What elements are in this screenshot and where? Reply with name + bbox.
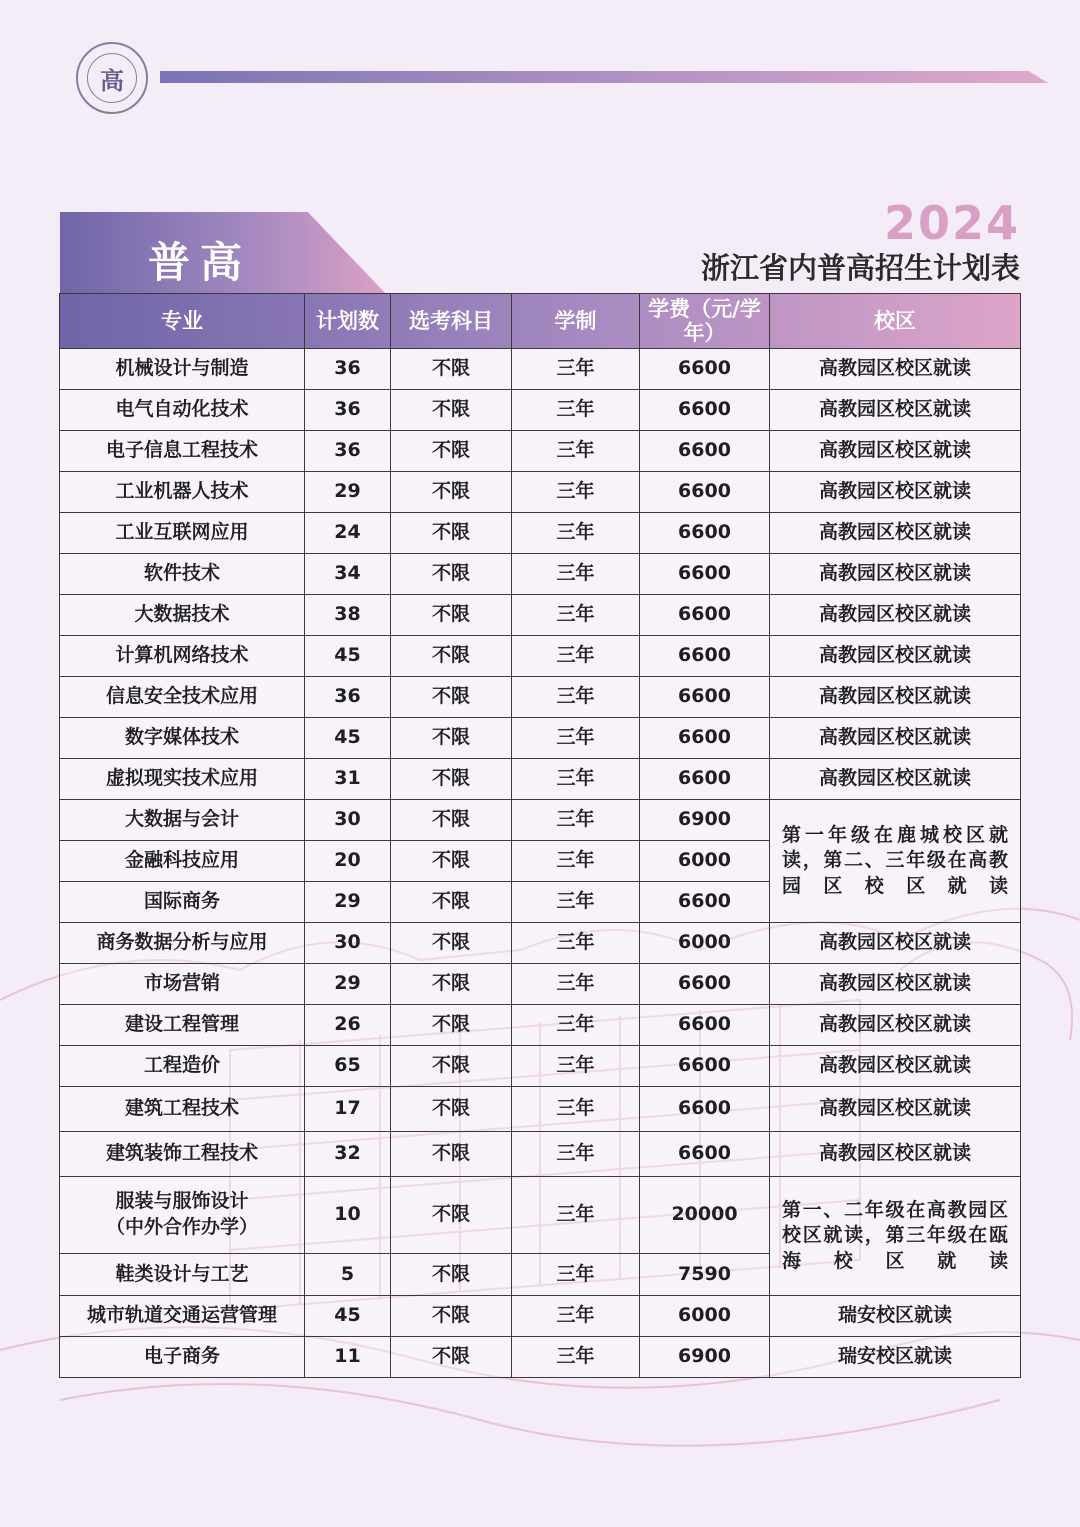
cell-duration: 三年 bbox=[512, 1337, 640, 1378]
major-name: 电子商务 bbox=[143, 1345, 220, 1368]
cell-fee: 6600 bbox=[640, 1046, 770, 1087]
cell-major bbox=[60, 964, 305, 1005]
cell-subject: 不限 bbox=[391, 964, 512, 1005]
cell-subject: 不限 bbox=[391, 1087, 512, 1132]
enrollment-plan-table bbox=[59, 293, 1021, 1378]
year-label: 2024 bbox=[883, 196, 1020, 250]
cell-duration: 三年 bbox=[512, 554, 640, 595]
cell-campus: 高教园区校区就读 bbox=[770, 677, 1021, 718]
cell-subject: 不限 bbox=[391, 1177, 512, 1254]
table-row bbox=[60, 431, 1021, 472]
cell-duration: 三年 bbox=[512, 964, 640, 1005]
cell-plan: 45 bbox=[305, 718, 391, 759]
table-row bbox=[60, 636, 1021, 677]
major-name: 大数据技术 bbox=[134, 603, 230, 626]
cell-fee: 6000 bbox=[640, 1296, 770, 1337]
cell-major bbox=[60, 1254, 305, 1296]
cell-plan: 45 bbox=[305, 636, 391, 677]
major-name: 电气自动化技术 bbox=[115, 398, 249, 421]
cell-fee: 6600 bbox=[640, 882, 770, 923]
cell-fee: 6600 bbox=[640, 554, 770, 595]
cell-duration: 三年 bbox=[512, 800, 640, 841]
cell-plan: 29 bbox=[305, 882, 391, 923]
cell-subject: 不限 bbox=[391, 554, 512, 595]
cell-duration: 三年 bbox=[512, 1177, 640, 1254]
cell-major bbox=[60, 882, 305, 923]
cell-major bbox=[60, 390, 305, 431]
cell-fee: 6600 bbox=[640, 431, 770, 472]
cell-plan: 34 bbox=[305, 554, 391, 595]
major-name: 大数据与会计 bbox=[124, 808, 239, 831]
cell-plan: 11 bbox=[305, 1337, 391, 1378]
table-row bbox=[60, 1296, 1021, 1337]
cell-duration: 三年 bbox=[512, 677, 640, 718]
cell-campus: 第一、二年级在高教园区校区就读，第三年级在瓯海校区就读 bbox=[770, 1177, 1021, 1296]
cell-major bbox=[60, 472, 305, 513]
major-name: 电子信息工程技术 bbox=[105, 439, 258, 462]
cell-subject: 不限 bbox=[391, 1005, 512, 1046]
cell-subject: 不限 bbox=[391, 390, 512, 431]
cell-major bbox=[60, 923, 305, 964]
cell-subject: 不限 bbox=[391, 923, 512, 964]
cell-subject: 不限 bbox=[391, 595, 512, 636]
cell-fee: 7590 bbox=[640, 1254, 770, 1296]
cell-major bbox=[60, 554, 305, 595]
cell-subject: 不限 bbox=[391, 349, 512, 390]
major-name: 信息安全技术应用 bbox=[105, 685, 258, 708]
cell-duration: 三年 bbox=[512, 882, 640, 923]
cell-campus: 高教园区校区就读 bbox=[770, 1087, 1021, 1132]
cell-plan: 24 bbox=[305, 513, 391, 554]
cell-plan: 45 bbox=[305, 1296, 391, 1337]
col-header-subject: 选考科目 bbox=[391, 294, 512, 349]
cell-subject: 不限 bbox=[391, 472, 512, 513]
table-row bbox=[60, 759, 1021, 800]
major-name: 计算机网络技术 bbox=[115, 644, 249, 667]
cell-major bbox=[60, 1087, 305, 1132]
cell-plan: 30 bbox=[305, 800, 391, 841]
cell-duration: 三年 bbox=[512, 472, 640, 513]
cell-campus: 高教园区校区就读 bbox=[770, 513, 1021, 554]
col-header-major: 专业 bbox=[60, 294, 305, 349]
cell-duration: 三年 bbox=[512, 636, 640, 677]
major-note: （中外合作办学） bbox=[105, 1216, 258, 1238]
table-row bbox=[60, 472, 1021, 513]
table-body bbox=[60, 349, 1021, 1378]
major-name: 市场营销 bbox=[143, 972, 220, 995]
cell-fee: 6600 bbox=[640, 677, 770, 718]
table-row bbox=[60, 1046, 1021, 1087]
major-name: 服装与服饰设计 bbox=[115, 1190, 249, 1213]
cell-plan: 31 bbox=[305, 759, 391, 800]
cell-campus: 高教园区校区就读 bbox=[770, 431, 1021, 472]
logo-emblem: 高 bbox=[87, 53, 137, 103]
cell-plan: 30 bbox=[305, 923, 391, 964]
major-name: 工程造价 bbox=[143, 1054, 220, 1077]
cell-plan: 26 bbox=[305, 1005, 391, 1046]
cell-campus: 高教园区校区就读 bbox=[770, 759, 1021, 800]
cell-plan: 29 bbox=[305, 472, 391, 513]
cell-duration: 三年 bbox=[512, 923, 640, 964]
cell-fee: 6600 bbox=[640, 390, 770, 431]
cell-major bbox=[60, 677, 305, 718]
cell-fee: 6600 bbox=[640, 595, 770, 636]
cell-fee: 6600 bbox=[640, 349, 770, 390]
cell-fee: 6600 bbox=[640, 1005, 770, 1046]
major-name: 国际商务 bbox=[143, 890, 220, 913]
cell-subject: 不限 bbox=[391, 677, 512, 718]
table-row bbox=[60, 1177, 1021, 1254]
cell-duration: 三年 bbox=[512, 595, 640, 636]
cell-plan: 65 bbox=[305, 1046, 391, 1087]
cell-major bbox=[60, 800, 305, 841]
table-row bbox=[60, 964, 1021, 1005]
major-name: 工业机器人技术 bbox=[115, 480, 249, 503]
cell-subject: 不限 bbox=[391, 759, 512, 800]
cell-subject: 不限 bbox=[391, 1254, 512, 1296]
cell-subject: 不限 bbox=[391, 636, 512, 677]
major-name: 建筑装饰工程技术 bbox=[105, 1142, 258, 1165]
cell-campus: 高教园区校区就读 bbox=[770, 554, 1021, 595]
cell-duration: 三年 bbox=[512, 1296, 640, 1337]
cell-duration: 三年 bbox=[512, 513, 640, 554]
table-row bbox=[60, 800, 1021, 841]
table-row bbox=[60, 718, 1021, 759]
col-header-duration: 学制 bbox=[512, 294, 640, 349]
cell-campus: 瑞安校区就读 bbox=[770, 1296, 1021, 1337]
cell-major bbox=[60, 1132, 305, 1177]
cell-fee: 6600 bbox=[640, 1132, 770, 1177]
cell-fee: 6900 bbox=[640, 800, 770, 841]
cell-campus: 高教园区校区就读 bbox=[770, 390, 1021, 431]
cell-campus: 高教园区校区就读 bbox=[770, 349, 1021, 390]
cell-duration: 三年 bbox=[512, 431, 640, 472]
cell-subject: 不限 bbox=[391, 800, 512, 841]
major-name: 建筑工程技术 bbox=[124, 1097, 239, 1120]
table-row bbox=[60, 1005, 1021, 1046]
cell-plan: 10 bbox=[305, 1177, 391, 1254]
cell-subject: 不限 bbox=[391, 718, 512, 759]
major-name: 工业互联网应用 bbox=[115, 521, 249, 544]
cell-major bbox=[60, 1046, 305, 1087]
cell-major bbox=[60, 636, 305, 677]
major-name: 商务数据分析与应用 bbox=[96, 931, 268, 954]
table-header-row bbox=[60, 294, 1021, 349]
cell-subject: 不限 bbox=[391, 513, 512, 554]
table-row bbox=[60, 1087, 1021, 1132]
cell-plan: 5 bbox=[305, 1254, 391, 1296]
cell-campus: 高教园区校区就读 bbox=[770, 1005, 1021, 1046]
cell-campus: 高教园区校区就读 bbox=[770, 1132, 1021, 1177]
cell-plan: 36 bbox=[305, 349, 391, 390]
cell-major bbox=[60, 841, 305, 882]
cell-duration: 三年 bbox=[512, 1087, 640, 1132]
cell-fee: 6600 bbox=[640, 472, 770, 513]
major-name: 鞋类设计与工艺 bbox=[115, 1262, 249, 1285]
table-row bbox=[60, 513, 1021, 554]
cell-plan: 38 bbox=[305, 595, 391, 636]
col-header-fee: 学费（元/学年） bbox=[640, 294, 770, 349]
cell-major bbox=[60, 759, 305, 800]
cell-subject: 不限 bbox=[391, 1046, 512, 1087]
cell-major bbox=[60, 349, 305, 390]
cell-major bbox=[60, 595, 305, 636]
major-name: 软件技术 bbox=[143, 562, 220, 585]
cell-duration: 三年 bbox=[512, 841, 640, 882]
table-row bbox=[60, 1337, 1021, 1378]
page-title: 浙江省内普高招生计划表 bbox=[700, 251, 1020, 285]
cell-duration: 三年 bbox=[512, 718, 640, 759]
cell-fee: 6000 bbox=[640, 923, 770, 964]
cell-campus: 高教园区校区就读 bbox=[770, 1046, 1021, 1087]
cell-duration: 三年 bbox=[512, 349, 640, 390]
cell-campus: 高教园区校区就读 bbox=[770, 718, 1021, 759]
cell-major bbox=[60, 1296, 305, 1337]
major-name: 数字媒体技术 bbox=[124, 726, 239, 749]
cell-plan: 36 bbox=[305, 390, 391, 431]
cell-major bbox=[60, 513, 305, 554]
cell-campus: 高教园区校区就读 bbox=[770, 472, 1021, 513]
cell-subject: 不限 bbox=[391, 431, 512, 472]
table-row bbox=[60, 923, 1021, 964]
cell-major bbox=[60, 1005, 305, 1046]
cell-duration: 三年 bbox=[512, 1005, 640, 1046]
cell-major bbox=[60, 1177, 305, 1254]
cell-fee: 6000 bbox=[640, 841, 770, 882]
cell-plan: 29 bbox=[305, 964, 391, 1005]
table-row bbox=[60, 554, 1021, 595]
cell-fee: 6600 bbox=[640, 513, 770, 554]
cell-fee: 6600 bbox=[640, 1087, 770, 1132]
cell-subject: 不限 bbox=[391, 1132, 512, 1177]
col-header-plan: 计划数 bbox=[305, 294, 391, 349]
section-tab-label: 普高 bbox=[148, 238, 253, 287]
cell-subject: 不限 bbox=[391, 1337, 512, 1378]
cell-campus: 高教园区校区就读 bbox=[770, 636, 1021, 677]
cell-duration: 三年 bbox=[512, 1046, 640, 1087]
cell-campus: 瑞安校区就读 bbox=[770, 1337, 1021, 1378]
cell-plan: 36 bbox=[305, 677, 391, 718]
cell-major bbox=[60, 431, 305, 472]
top-decorative-bar bbox=[160, 71, 1048, 83]
table-row bbox=[60, 390, 1021, 431]
cell-plan: 20 bbox=[305, 841, 391, 882]
cell-subject: 不限 bbox=[391, 841, 512, 882]
cell-subject: 不限 bbox=[391, 882, 512, 923]
col-header-campus: 校区 bbox=[770, 294, 1021, 349]
table-row bbox=[60, 349, 1021, 390]
major-name: 建设工程管理 bbox=[124, 1013, 239, 1036]
cell-major bbox=[60, 1337, 305, 1378]
cell-fee: 6600 bbox=[640, 718, 770, 759]
major-name: 虚拟现实技术应用 bbox=[105, 767, 258, 790]
cell-campus: 高教园区校区就读 bbox=[770, 595, 1021, 636]
cell-plan: 17 bbox=[305, 1087, 391, 1132]
school-logo bbox=[76, 42, 148, 114]
cell-fee: 6600 bbox=[640, 964, 770, 1005]
cell-major bbox=[60, 718, 305, 759]
table-row bbox=[60, 677, 1021, 718]
cell-fee: 6600 bbox=[640, 636, 770, 677]
cell-campus: 高教园区校区就读 bbox=[770, 923, 1021, 964]
cell-fee: 6600 bbox=[640, 759, 770, 800]
cell-subject: 不限 bbox=[391, 1296, 512, 1337]
cell-duration: 三年 bbox=[512, 1132, 640, 1177]
cell-plan: 36 bbox=[305, 431, 391, 472]
major-name: 金融科技应用 bbox=[124, 849, 239, 872]
cell-plan: 32 bbox=[305, 1132, 391, 1177]
cell-duration: 三年 bbox=[512, 1254, 640, 1296]
cell-fee: 20000 bbox=[640, 1177, 770, 1254]
cell-duration: 三年 bbox=[512, 390, 640, 431]
cell-campus: 第一年级在鹿城校区就读，第二、三年级在高教园区校区就读 bbox=[770, 800, 1021, 923]
table-row bbox=[60, 595, 1021, 636]
cell-duration: 三年 bbox=[512, 759, 640, 800]
table-row bbox=[60, 1132, 1021, 1177]
major-name: 城市轨道交通运营管理 bbox=[86, 1304, 277, 1327]
major-name: 机械设计与制造 bbox=[115, 357, 249, 380]
cell-campus: 高教园区校区就读 bbox=[770, 964, 1021, 1005]
cell-fee: 6900 bbox=[640, 1337, 770, 1378]
